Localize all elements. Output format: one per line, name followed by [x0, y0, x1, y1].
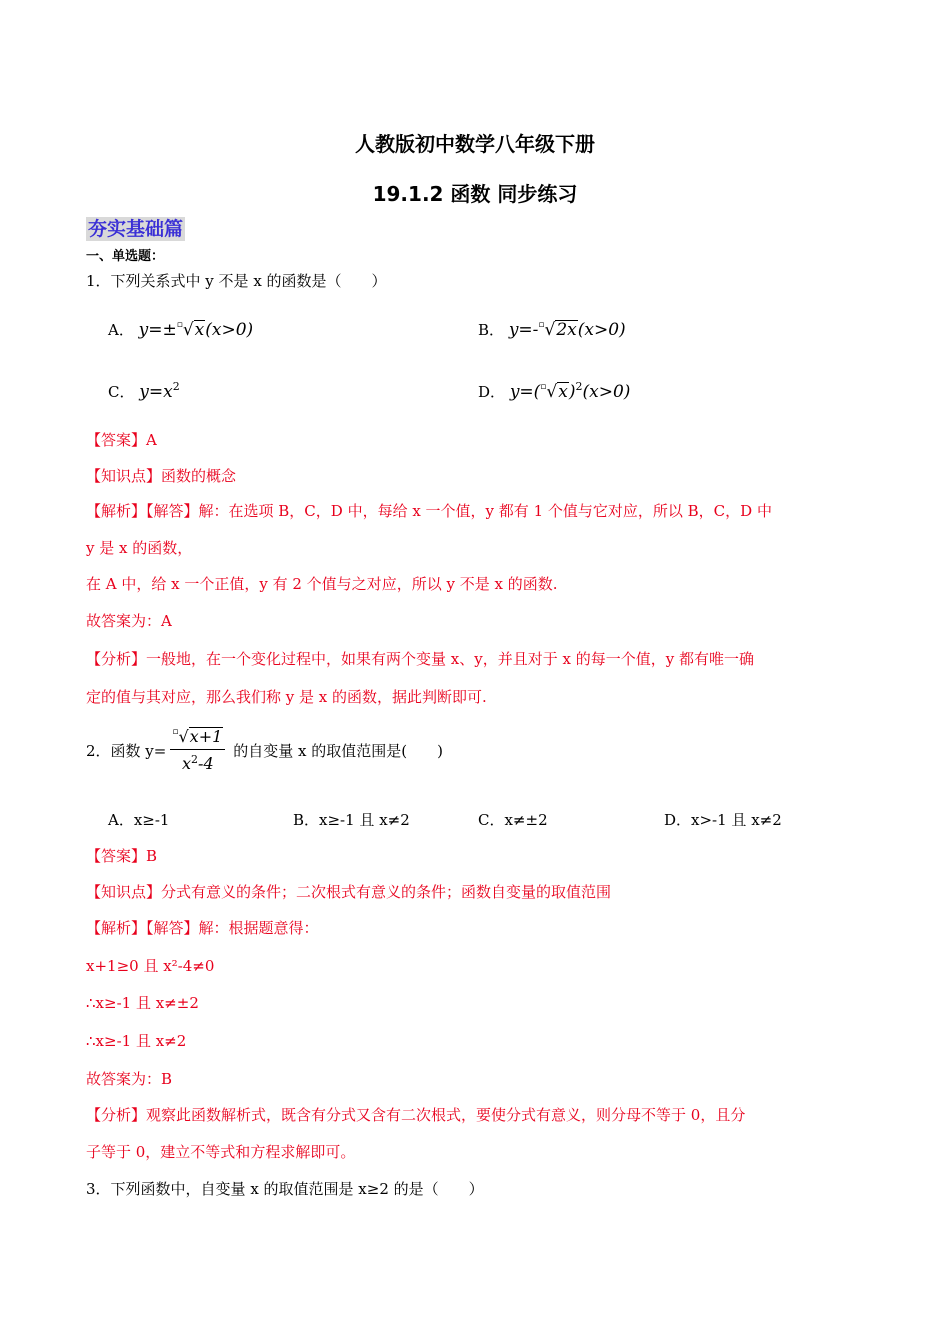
- q1-fenxi-line-1: 【分析】一般地，在一个变化过程中，如果有两个变量 x、y，并且对于 x 的每一个值，y 都有唯一确: [86, 650, 754, 668]
- q2-fraction-denominator: $x^2-4$: [182, 753, 214, 773]
- q2-step-2: ∴x≥-1 且 x≠±2: [86, 994, 199, 1012]
- q1-option-c: [108, 381, 180, 402]
- q2-answer: 【答案】B: [86, 847, 158, 865]
- q2-fenxi-line-2: 子等于 0，建立不等式和方程求解即可。: [86, 1143, 356, 1161]
- q1-option-d: [478, 381, 630, 402]
- q2-fenxi-line-1: 【分析】观察此函数解析式，既含有分式又含有二次根式，要使分式有意义，则分母不等于 0，且分: [86, 1106, 746, 1124]
- part-heading: 一、单选题：: [86, 249, 165, 264]
- q1-stem: 1．下列关系式中 y 不是 x 的函数是（ ）: [86, 272, 387, 290]
- q1-option-b-label: B．: [478, 321, 505, 339]
- q2-step-1: x+1≥0 且 x²-4≠0: [86, 957, 215, 975]
- q1-knowledge: 【知识点】函数的概念: [86, 467, 237, 485]
- q1-option-d-label: D．: [478, 383, 506, 401]
- q1-answer: 【答案】A: [86, 431, 157, 449]
- q2-stem-prefix: 2．函数 y=: [86, 741, 167, 760]
- q2-option-b: B．x≥-1 且 x≠2: [293, 811, 410, 829]
- q2-stem-suffix: 的自变量 x 的取值范围是( ): [233, 741, 443, 760]
- q1-fenxi-line-2: 定的值与其对应，那么我们称 y 是 x 的函数，据此判断即可.: [86, 688, 487, 706]
- q3-stem: 3．下列函数中，自变量 x 的取值范围是 x≥2 的是（ ）: [86, 1180, 484, 1198]
- document-subtitle: 19.1.2 函数 同步练习: [372, 182, 578, 206]
- q2-step-3: ∴x≥-1 且 x≠2: [86, 1032, 187, 1050]
- q1-option-a-label: A．: [108, 321, 134, 339]
- q2-analysis: 【解析】【解答】解：根据题意得：: [86, 919, 319, 937]
- q1-option-c-label: C．: [108, 383, 135, 401]
- q1-option-b-formula: y=-▫√2x(x>0): [508, 320, 626, 340]
- q2-stem: [86, 727, 443, 773]
- q1-conclusion: 故答案为：A: [86, 612, 172, 630]
- q1-option-a-formula: y=±▫√x(x>0): [138, 320, 254, 340]
- q1-analysis-line-1: 【解析】【解答】解：在选项 B，C，D 中，每给 x 一个值，y 都有 1 个值与它对应，所以 B，C，D 中: [86, 502, 772, 520]
- q2-option-d: D．x>-1 且 x≠2: [664, 811, 782, 829]
- section-heading: 夯实基础篇: [88, 218, 184, 240]
- q1-option-d-formula: $y=(^▫√x)^2(x>0)$: [509, 380, 631, 402]
- q1-option-a: [108, 319, 253, 340]
- q1-analysis-line-2: y 是 x 的函数，: [86, 539, 193, 557]
- q2-knowledge: 【知识点】分式有意义的条件；二次根式有意义的条件；函数自变量的取值范围: [86, 883, 612, 901]
- q2-fraction-numerator: ▫√x+1: [170, 727, 225, 750]
- q2-option-c: C．x≠±2: [478, 811, 548, 829]
- q2-fraction: [170, 727, 225, 773]
- document-title: 人教版初中数学八年级下册: [355, 132, 595, 156]
- q2-conclusion: 故答案为：B: [86, 1070, 173, 1088]
- q1-analysis-line-3: 在 A 中，给 x 一个正值，y 有 2 个值与之对应，所以 y 不是 x 的函数.: [86, 575, 558, 593]
- q2-option-a: A．x≥-1: [108, 811, 170, 829]
- q1-option-b: [478, 319, 626, 340]
- q1-option-c-formula: $y=x^2$: [139, 380, 180, 402]
